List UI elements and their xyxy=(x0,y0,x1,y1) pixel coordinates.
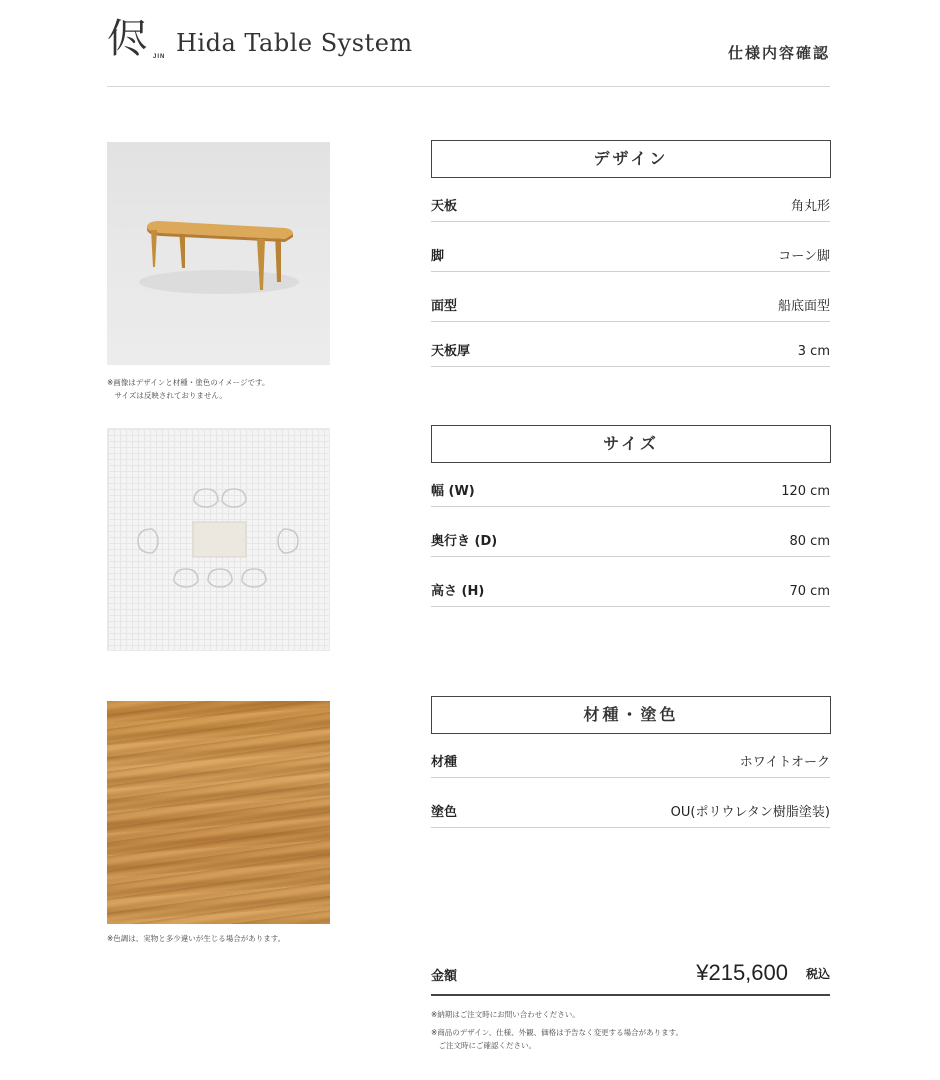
spec-value: 3 cm xyxy=(797,344,830,359)
spec-value: ホワイトオーク xyxy=(739,755,830,770)
spec-row xyxy=(431,527,830,557)
spec-value: 120 cm xyxy=(781,484,830,499)
spec-label: 奥行き (D) xyxy=(431,534,498,549)
spec-row xyxy=(431,577,830,607)
spec-label: 高さ (H) xyxy=(431,584,485,599)
footnote-delivery: ※納期はご注文時にお問い合わせください。 xyxy=(431,1010,580,1019)
seating-layout-illustration xyxy=(108,429,330,651)
spec-row xyxy=(431,292,830,322)
page-title: 仕様内容確認 xyxy=(727,44,830,62)
brand-logo xyxy=(107,16,166,64)
price-value: ¥215,600 xyxy=(696,960,788,985)
logo-sub: JIN xyxy=(153,54,166,60)
image-note: ※画像はデザインと材種・塗色のイメージです。 サイズは反映されておりません。 xyxy=(107,378,270,400)
price-label: 金額 xyxy=(431,969,458,984)
brand-title: Hida Table System xyxy=(176,29,413,57)
spec-label: 幅 (W) xyxy=(431,484,475,499)
section-title-design: デザイン xyxy=(431,140,831,178)
tax-label: 税込 xyxy=(805,967,830,981)
wood-sample-image xyxy=(107,701,330,924)
spec-value: 角丸形 xyxy=(790,199,830,214)
price-row xyxy=(431,956,830,996)
spec-row xyxy=(431,798,830,828)
spec-label: 天板 xyxy=(431,199,458,214)
spec-row xyxy=(431,192,830,222)
table-illustration xyxy=(107,142,330,365)
spec-row xyxy=(431,242,830,272)
section-title-size: サイズ xyxy=(431,425,831,463)
color-note: ※色調は、実物と多少違いが生じる場合があります。 xyxy=(107,934,286,943)
spec-label: 塗色 xyxy=(431,805,458,820)
spec-value: OU(ポリウレタン樹脂塗装) xyxy=(670,805,830,820)
spec-label: 材種 xyxy=(431,755,458,770)
spec-value: 70 cm xyxy=(789,584,830,599)
spec-row xyxy=(431,748,830,778)
spec-label: 面型 xyxy=(431,299,458,314)
layout-diagram xyxy=(107,428,330,651)
spec-row xyxy=(431,337,830,367)
header-divider xyxy=(107,86,830,87)
spec-value: コーン脚 xyxy=(778,249,830,264)
spec-label: 脚 xyxy=(431,249,445,264)
logo-kanji: 侭 xyxy=(107,16,147,62)
spec-row xyxy=(431,477,830,507)
spec-value: 船底面型 xyxy=(777,299,830,314)
footnote-changes: ※商品のデザイン、仕様、外観、価格は予告なく変更する場合があります。 ご注文時にご確認ください。 xyxy=(431,1028,684,1050)
spec-value: 80 cm xyxy=(789,534,830,549)
spec-label: 天板厚 xyxy=(431,344,471,359)
product-image xyxy=(107,142,330,365)
section-title-material: 材種・塗色 xyxy=(431,696,831,734)
